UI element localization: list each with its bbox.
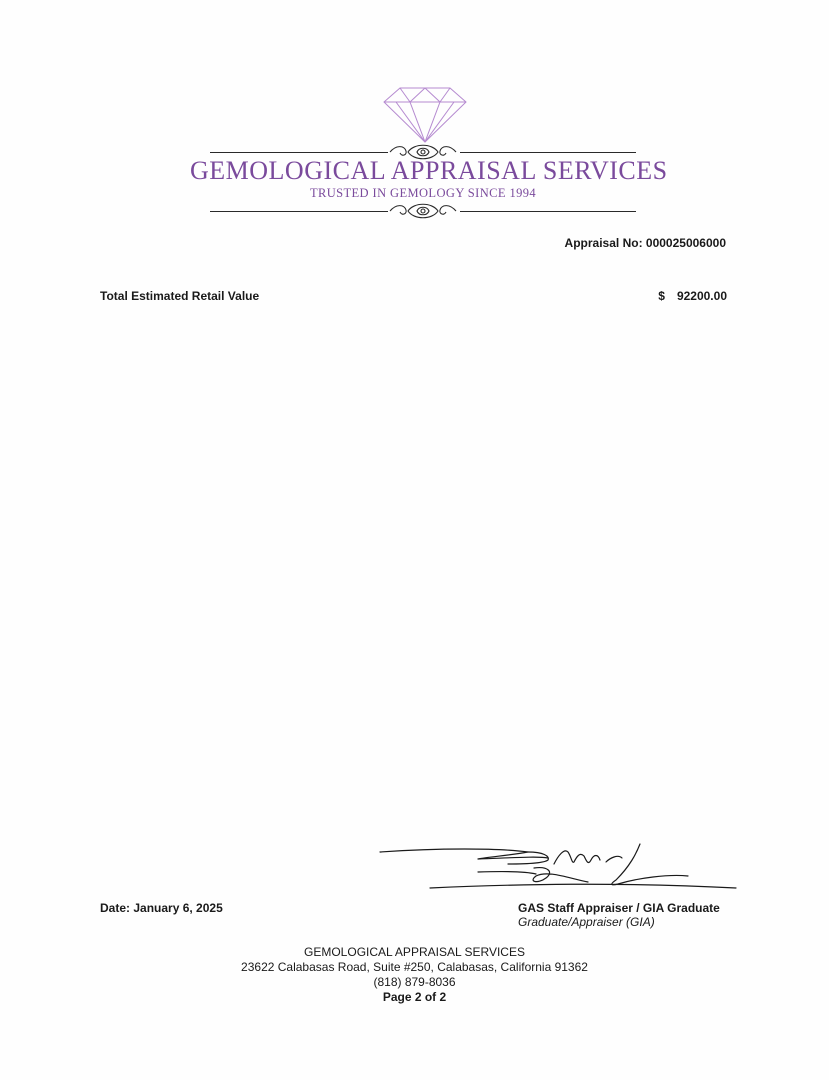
appraiser-subtitle: Graduate/Appraiser (GIA)	[518, 915, 655, 929]
footer-company: GEMOLOGICAL APPRAISAL SERVICES	[304, 945, 525, 959]
currency-symbol: $	[658, 289, 665, 303]
date-label: Date:	[100, 901, 131, 915]
appraisal-date	[100, 901, 223, 915]
top-rule-left	[210, 152, 388, 153]
date-value: January 6, 2025	[133, 901, 223, 915]
total-value	[658, 289, 727, 303]
company-name: GEMOLOGICAL APPRAISAL SERVICES	[190, 156, 668, 185]
company-tagline: TRUSTED IN GEMOLOGY SINCE 1994	[309, 186, 537, 200]
total-value-amount: 92200.00	[676, 289, 727, 303]
page-number: Page 2 of 2	[382, 990, 447, 1004]
scroll-ornament-icon	[388, 200, 458, 222]
bottom-rule-left	[210, 211, 388, 212]
footer-address: 23622 Calabasas Road, Suite #250, Calabasas, California 91362	[241, 960, 588, 974]
appraisal-number-value: 000025006000	[645, 236, 726, 250]
top-rule-right	[460, 152, 636, 153]
appraiser-title: GAS Staff Appraiser / GIA Graduate	[518, 901, 720, 915]
page-footer	[0, 945, 829, 1005]
appraisal-number-label: Appraisal No:	[564, 236, 643, 250]
diamond-icon	[382, 86, 468, 144]
total-value-label: Total Estimated Retail Value	[100, 289, 260, 303]
appraisal-number	[565, 236, 726, 250]
appraiser-signature	[378, 838, 740, 898]
bottom-rule-right	[460, 211, 636, 212]
footer-phone: (818) 879-8036	[373, 975, 456, 989]
